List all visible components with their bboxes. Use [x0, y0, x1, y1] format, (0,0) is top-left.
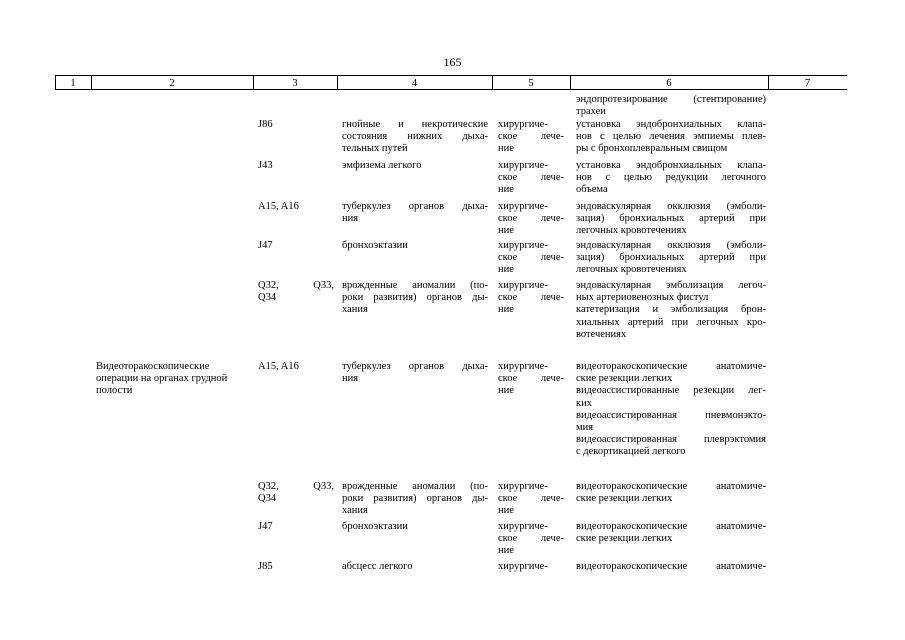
icd-code-cell: J43: [258, 160, 273, 171]
treatment-method-cell: видеоторакоскопические анатомиче- ские резекции легких видеоассистированные резекции лег- ких видеоассистированная пневмонэкто- мия видеоассистированная плеврэктомия с декортикацией легкого: [576, 361, 766, 458]
condition-cell: врожденные аномалии (по- роки развития) органов ды- хания: [342, 481, 488, 517]
treatment-method-cell: установка эндобронхиальных клапа- нов с целью лечения эмпиемы плев- ры с бронхоплевральным свищом: [576, 119, 766, 155]
treatment-method-cell: видеоторакоскопические анатомиче- ские резекции легких: [576, 521, 766, 545]
treatment-type-cell: хирургиче- ское лече- ние: [498, 119, 564, 155]
condition-cell: абсцесс легкого: [342, 561, 413, 572]
column-number-3: 3: [292, 78, 298, 89]
page-number: 165: [443, 55, 462, 69]
treatment-type-cell: хирургиче- ское лече- ние: [498, 280, 564, 316]
treatment-method-cell: видеоторакоскопические анатомиче- ские резекции легких: [576, 481, 766, 505]
condition-cell: туберкулез органов дыха- ния: [342, 361, 488, 385]
header-bottom-rule: [55, 89, 847, 90]
condition-cell: туберкулез органов дыха- ния: [342, 201, 488, 225]
treatment-type-cell: хирургиче- ское лече- ние: [498, 361, 564, 397]
condition-cell: эмфизема легкого: [342, 160, 422, 171]
treatment-type-cell: хирургиче- ское лече- ние: [498, 521, 564, 557]
icd-code-cell: Q32, Q33, Q34: [258, 280, 334, 304]
icd-code-cell: J86: [258, 119, 273, 130]
icd-code-cell: A15, A16: [258, 201, 299, 212]
column-number-2: 2: [169, 78, 175, 89]
treatment-method-cell: видеоторакоскопические анатомиче-: [576, 561, 766, 572]
icd-code-cell: A15, A16: [258, 361, 299, 372]
condition-cell: врожденные аномалии (по- роки развития) органов ды- хания: [342, 280, 488, 316]
treatment-method-cell: установка эндобронхиальных клапа- нов с целью редукции легочного объема: [576, 160, 766, 196]
column-number-1: 1: [70, 78, 76, 89]
condition-cell: бронхоэктазии: [342, 240, 408, 251]
condition-cell: бронхоэктазии: [342, 521, 408, 532]
treatment-type-cell: хирургиче- ское лече- ние: [498, 481, 564, 517]
icd-code-cell: Q32, Q33, Q34: [258, 481, 334, 505]
treatment-type-cell: хирургиче- ское лече- ние: [498, 240, 564, 276]
condition-cell: гнойные и некротические состояния нижних дыха- тельных путей: [342, 119, 488, 155]
treatment-type-cell: хирургиче- ское лече- ние: [498, 201, 564, 237]
column-number-7: 7: [804, 78, 811, 89]
treatment-method-cell: эндоваскулярная эмболизация легоч- ных артериовенозных фистул катетеризация и эмболизация брон- хиальных артерий при легочных кро- вотечениях: [576, 280, 766, 340]
treatment-method-cell: эндоваскулярная окклюзия (эмболи- зация) бронхиальных артерий при легочных кровотечениях: [576, 201, 766, 237]
icd-code-cell: J47: [258, 240, 273, 251]
treatment-type-cell: хирургиче- ское лече- ние: [498, 160, 564, 196]
treatment-cell: эндопротезирование (стентирование) трахеи: [576, 94, 766, 118]
treatment-method-cell: эндоваскулярная окклюзия (эмболи- зация) бронхиальных артерий при легочных кровотечениях: [576, 240, 766, 276]
section-name-cell: Видеоторакоскопические операции на органах грудной полости: [96, 361, 228, 397]
column-number-5: 5: [528, 78, 534, 89]
column-number-6: 6: [666, 78, 672, 89]
treatment-type-cell: хирургиче-: [498, 561, 548, 572]
icd-code-cell: J85: [258, 561, 273, 572]
icd-code-cell: J47: [258, 521, 273, 532]
column-number-4: 4: [411, 78, 418, 89]
header-top-rule: [55, 75, 847, 76]
